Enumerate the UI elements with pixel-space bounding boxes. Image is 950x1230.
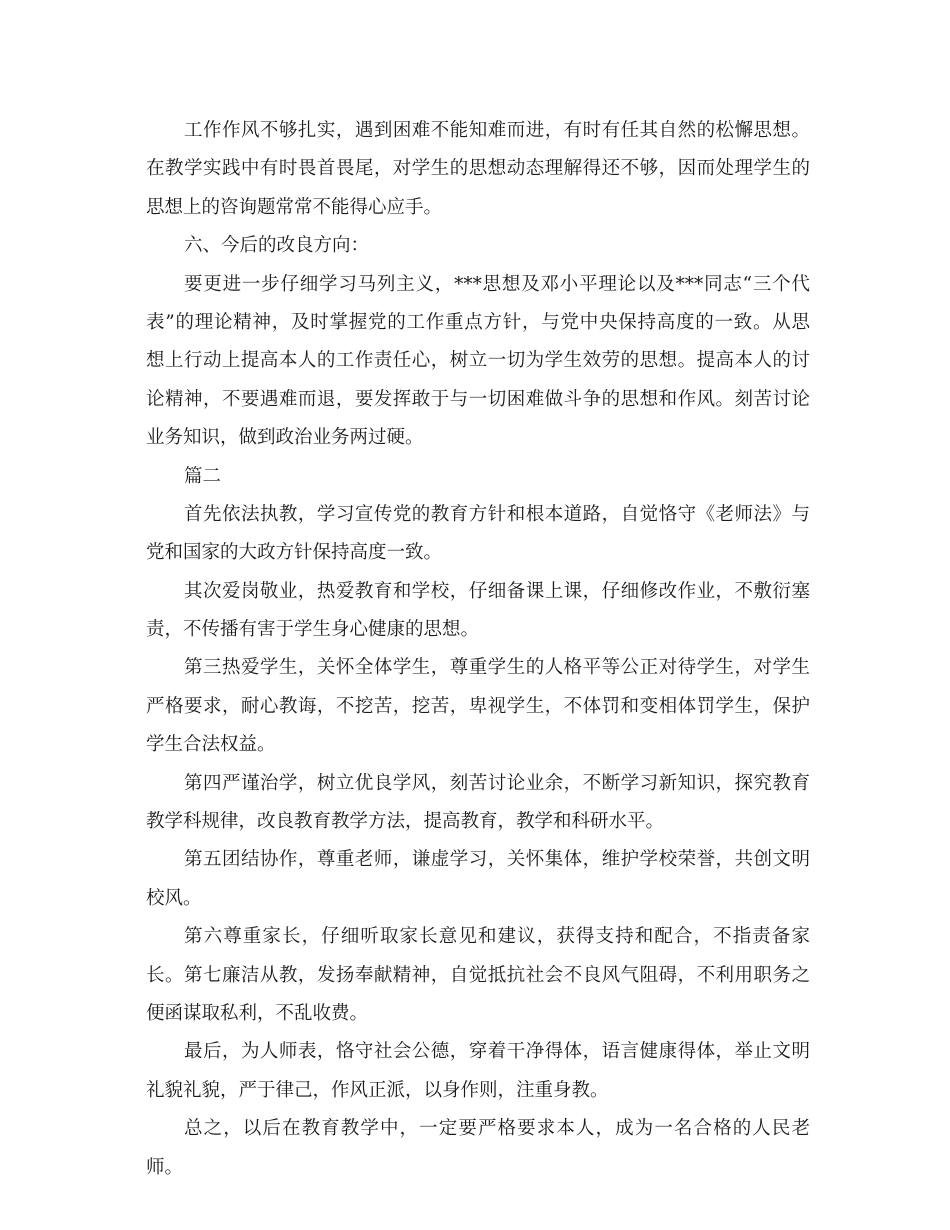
text-line: 党和国家的大政方针保持高度一致。 — [146, 542, 443, 564]
text-line: 礼貌礼貌，严于律己，作风正派，以身作则，注重身教。 — [146, 1079, 609, 1101]
text-line: 首先依法执教，学习宣传党的教育方针和根本道路，自觉恪守《老师法》与 — [184, 503, 810, 525]
text-line: 工作作风不够扎实，遇到困难不能知难而进，有时有任其自然的松懈思想。 — [184, 120, 810, 141]
text-line: 长。第七廉洁从教，发扬奉献精神，自觉抵抗社会不良风气阻碍，不利用职务之 — [146, 964, 810, 986]
text-line: 责，不传播有害于学生身心健康的思想。 — [146, 619, 480, 641]
text-line: 在教学实践中有时畏首畏尾，对学生的思想动态理解得还不够，因而处理学生的 — [146, 158, 810, 180]
text-line: 学生合法权益。 — [146, 734, 276, 756]
text-line: 第三热爱学生，关怀全体学生，尊重学生的人格平等公正对待学生，对学生 — [184, 657, 810, 679]
text-line: 第六尊重家长，仔细听取家长意见和建议，获得支持和配合，不指责备家 — [184, 926, 810, 948]
text-line: 第五团结协作，尊重老师，谦虚学习，关怀集体，维护学校荣誉，共创文明 — [184, 849, 810, 871]
text-line: 表”的理论精神，及时掌握党的工作重点方针，与党中央保持高度的一致。从思 — [146, 311, 810, 333]
text-line: 校风。 — [146, 887, 202, 909]
text-line: 教学科规律，改良教育教学方法，提高教育，教学和科研水平。 — [146, 811, 665, 833]
text-line: 师。 — [146, 1156, 184, 1178]
text-line: 论精神，不要遇难而退，要发挥敢于与一切困难做斗争的思想和作风。刻苦讨论 — [146, 388, 810, 410]
text-line: 总之，以后在教育教学中，一定要严格要求本人，成为一名合格的人民老 — [184, 1118, 810, 1140]
text-line: 思想上的咨询题常常不能得心应手。 — [146, 196, 443, 218]
text-line: 想上行动上提高本人的工作责任心，树立一切为学生效劳的思想。提高本人的讨 — [146, 350, 810, 372]
text-line: 其次爱岗敬业，热爱教育和学校，仔细备课上课，仔细修改作业，不敷衍塞 — [184, 580, 810, 602]
document-body — [146, 112, 810, 1187]
text-line: 第四严谨治学，树立优良学风，刻苦讨论业余，不断学习新知识，探究教育 — [184, 772, 810, 794]
section-heading: 篇二 — [184, 465, 222, 487]
text-line: 便函谋取私利，不乱收费。 — [146, 1002, 369, 1024]
section-heading: 六、今后的改良方向： — [184, 235, 370, 257]
text-line: 最后，为人师表，恪守社会公德，穿着干净得体，语言健康得体，举止文明 — [184, 1041, 810, 1063]
text-line: 严格要求，耐心教诲，不挖苦，挖苦，卑视学生，不体罚和变相体罚学生，保护 — [146, 695, 810, 717]
text-line: 要更进一步仔细学习马列主义，***思想及邓小平理论以及***同志“三个代 — [184, 273, 810, 295]
text-line: 业务知识，做到政治业务两过硬。 — [146, 427, 424, 449]
